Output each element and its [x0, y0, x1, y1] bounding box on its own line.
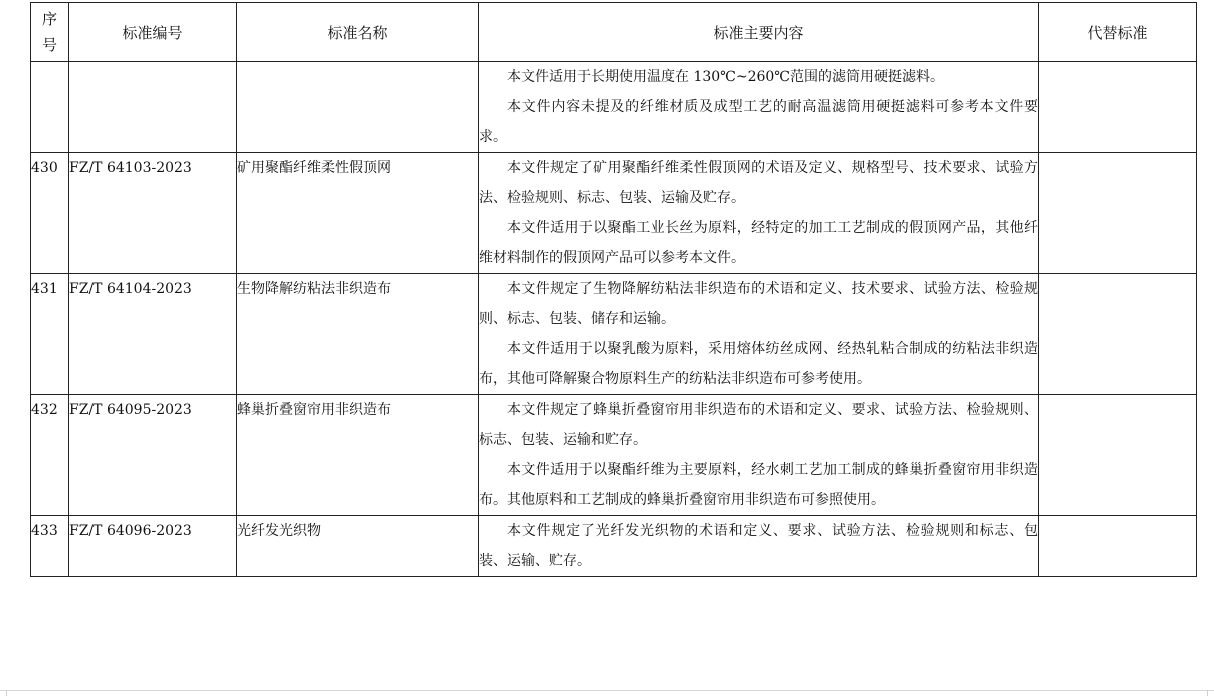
content-paragraph: 本文件适用于以聚酯纤维为主要原料，经水刺工艺加工制成的蜂巢折叠窗帘用非织造布。其他原料和工艺制成的蜂巢折叠窗帘用非织造布可参照使用。	[479, 462, 1038, 508]
page-corner-mark-left	[0, 690, 7, 696]
table-row	[31, 62, 1197, 153]
standards-table	[30, 2, 1197, 577]
standard-name: 生物降解纺粘法非织造布	[237, 274, 479, 395]
content-paragraph: 本文件规定了蜂巢折叠窗帘用非织造布的术语和定义、要求、试验方法、检验规则、标志、包装、运输和贮存。	[479, 402, 1038, 448]
standard-name: 光纤发光织物	[237, 516, 479, 577]
replaced-standard	[1039, 153, 1197, 274]
table-row	[31, 153, 1197, 274]
table-header-row	[31, 3, 1197, 62]
table-row	[31, 516, 1197, 577]
replaced-standard	[1039, 274, 1197, 395]
standard-code: FZ/T 64096-2023	[69, 516, 237, 577]
page-corner-mark-right	[1207, 690, 1214, 696]
header-seq-line2: 号	[41, 36, 57, 54]
standard-code: FZ/T 64104-2023	[69, 274, 237, 395]
standard-content	[479, 153, 1039, 274]
page-bottom-divider	[0, 690, 1214, 691]
content-paragraph: 本文件规定了矿用聚酯纤维柔性假顶网的术语及定义、规格型号、技术要求、试验方法、检验规则、标志、包装、运输及贮存。	[479, 160, 1038, 206]
row-number: 432	[31, 395, 69, 516]
standard-code	[69, 62, 237, 153]
standard-content	[479, 395, 1039, 516]
replaced-standard	[1039, 62, 1197, 153]
replaced-standard	[1039, 395, 1197, 516]
row-number: 430	[31, 153, 69, 274]
header-content: 标准主要内容	[479, 3, 1039, 62]
table-row	[31, 395, 1197, 516]
header-replaces: 代替标准	[1039, 3, 1197, 62]
standard-code: FZ/T 64095-2023	[69, 395, 237, 516]
content-paragraph: 本文件适用于以聚酯工业长丝为原料，经特定的加工工艺制成的假顶网产品，其他纤维材料制作的假顶网产品可以参考本文件。	[479, 220, 1038, 266]
row-number: 431	[31, 274, 69, 395]
content-paragraph: 本文件内容未提及的纤维材质及成型工艺的耐高温滤筒用硬挺滤料可参考本文件要求。	[479, 99, 1038, 145]
replaced-standard	[1039, 516, 1197, 577]
header-code: 标准编号	[69, 3, 237, 62]
standard-content	[479, 516, 1039, 577]
table-row	[31, 274, 1197, 395]
standard-content	[479, 62, 1039, 153]
header-name: 标准名称	[237, 3, 479, 62]
row-number	[31, 62, 69, 153]
header-seq	[31, 3, 69, 62]
content-paragraph: 本文件适用于以聚乳酸为原料，采用熔体纺丝成网、经热轧粘合制成的纺粘法非织造布，其他可降解聚合物原料生产的纺粘法非织造布可参考使用。	[479, 341, 1038, 387]
header-seq-line1: 序	[41, 10, 57, 28]
content-paragraph: 本文件规定了生物降解纺粘法非织造布的术语和定义、技术要求、试验方法、检验规则、标志、包装、储存和运输。	[479, 281, 1038, 327]
content-paragraph: 本文件适用于长期使用温度在 130℃~260℃范围的滤筒用硬挺滤料。	[507, 69, 944, 85]
row-number: 433	[31, 516, 69, 577]
standard-name	[237, 62, 479, 153]
standard-content	[479, 274, 1039, 395]
standard-name: 蜂巢折叠窗帘用非织造布	[237, 395, 479, 516]
content-paragraph: 本文件规定了光纤发光织物的术语和定义、要求、试验方法、检验规则和标志、包装、运输、贮存。	[479, 523, 1038, 569]
standard-name: 矿用聚酯纤维柔性假顶网	[237, 153, 479, 274]
standard-code: FZ/T 64103-2023	[69, 153, 237, 274]
